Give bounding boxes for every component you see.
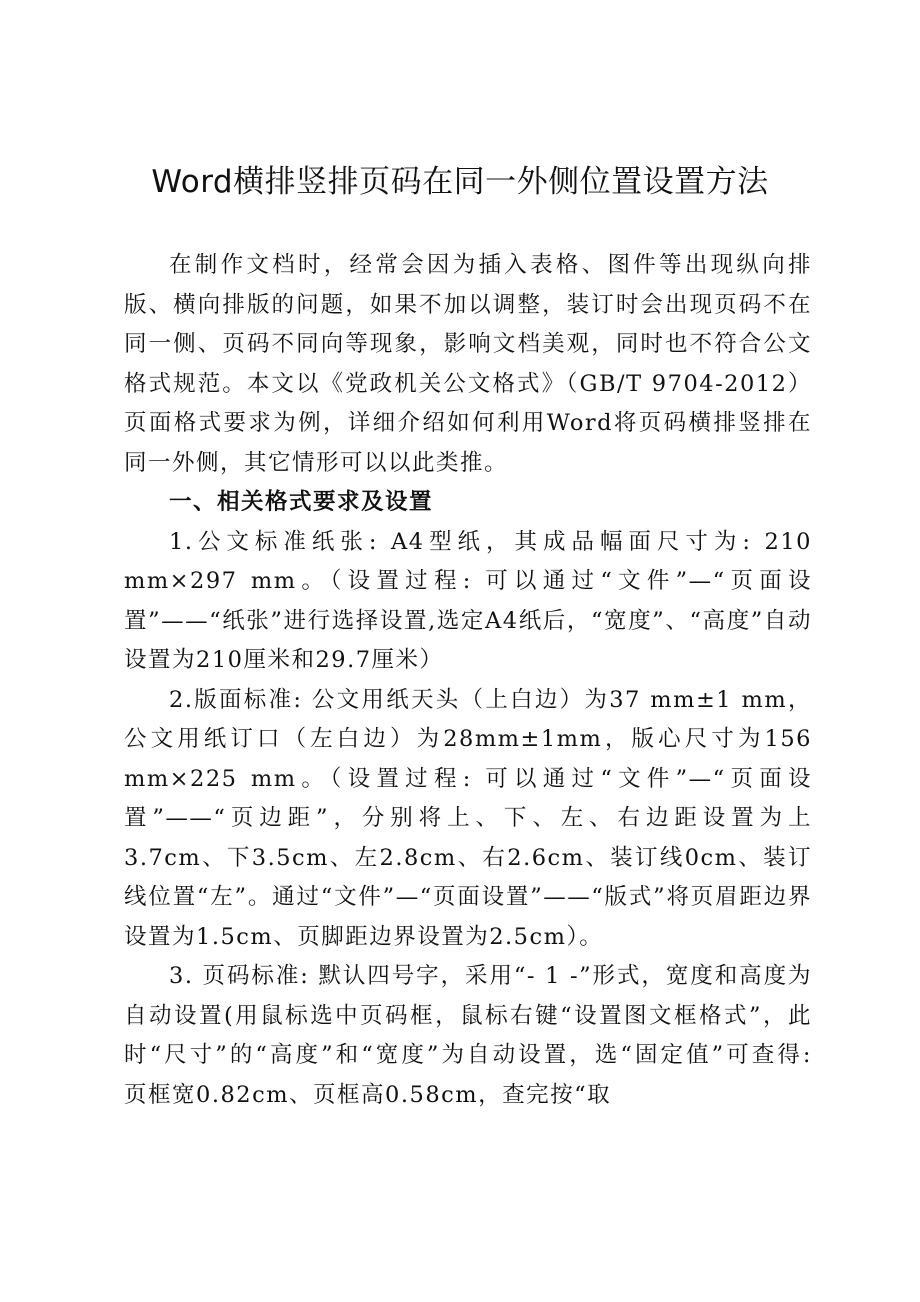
intro-paragraph: 在制作文档时，经常会因为插入表格、图件等出现纵向排版、横向排版的问题，如果不加以调整，装订时会出现页码不在同一侧、页码不同向等现象，影响文档美观，同时也不符合公文格式规范。本文以《党政机关公文格式》（GB/T 9704-2012）页面格式要求为例，详细介绍如何利用Word将页码横排竖排在同一外侧，其它情形可以以此类推。 [124,252,812,476]
paper-standard-paragraph: 1.公文标准纸张: A4型纸，其成品幅面尺寸为: 210 mm×297 mm。（设置过程: 可以通过“文件”—“页面设置”——“纸张”进行选择设置,选定A4纸后，“宽度”、“高度”自动设置为210厘米和29.7厘米） [124,528,812,673]
layout-standard-paragraph: 2.版面标准: 公文用纸天头（上白边）为37 mm±1 mm，公文用纸订口（左白边）为28mm±1mm，版心尺寸为156 mm×225 mm。（设置过程: 可以通过“文件”—“页面设置”——“页边距”，分别将上、下、左、右边距设置为上3.7cm、下3.5cm、左2.8cm、右2.6cm、装订线0cm、装订线位置“左”。通过“文件”—“页面设置”——“版式”将页眉距边界设置为1.5cm、页脚距边界设置为2.5cm）。 [124,686,812,950]
document-body [124,246,837,1115]
page-number-standard-paragraph: 3. 页码标准: 默认四号字，采用“- 1 -”形式，宽度和高度为自动设置(用鼠标选中页码框，鼠标右键“设置图文框格式”，此时“尺寸”的“高度”和“宽度”为自动设置，选“固定值”可查得: 页框宽0.82cm、页框高0.58cm，查完按“取 [124,963,837,1108]
document-title: Word横排竖排页码在同一外侧位置设置方法 [151,164,769,200]
section-heading: 一、相关格式要求及设置 [169,489,434,515]
